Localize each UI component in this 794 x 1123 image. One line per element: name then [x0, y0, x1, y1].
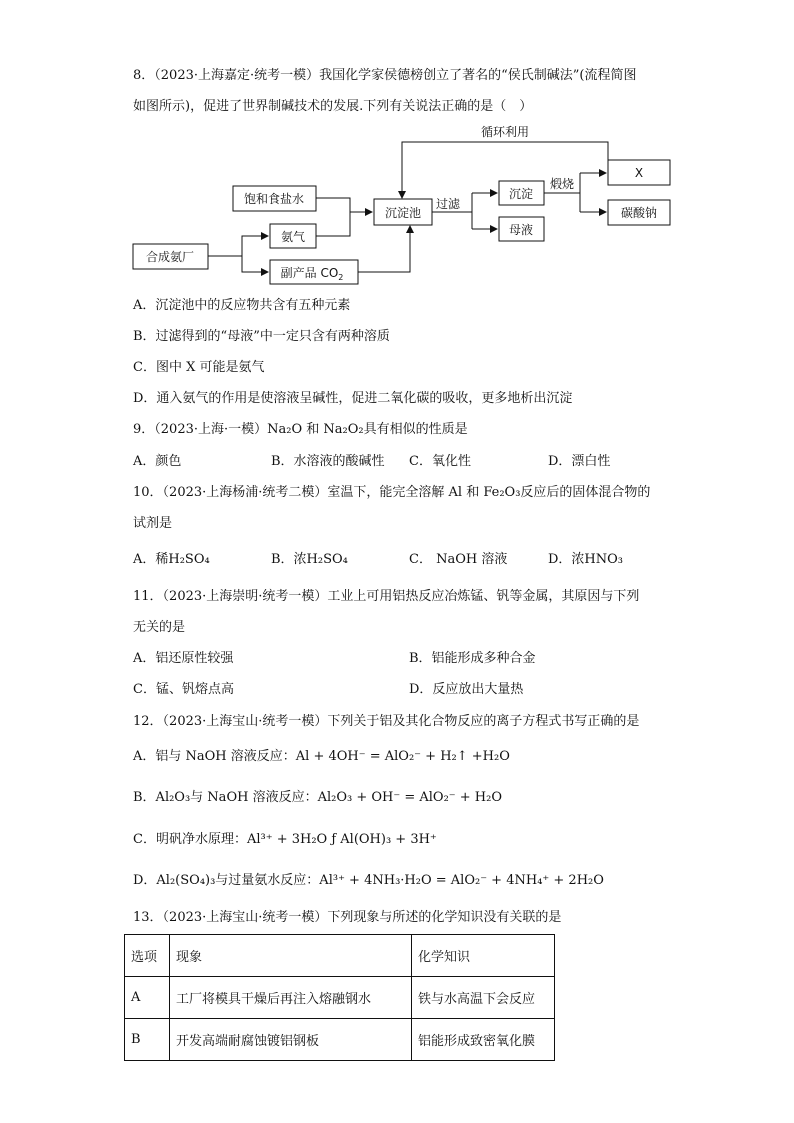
q12-stem: 12．（2023·上海宝山·统考一模）下列关于铝及其化合物反应的离子方程式书写正确的是	[133, 714, 640, 729]
table-cell: 开发高端耐腐蚀镀铝钢板	[170, 1019, 412, 1061]
calcine-label: 煅烧	[549, 177, 575, 191]
q11-option-d: D．反应放出大量热	[409, 682, 524, 697]
q10-stem-line1: 10．（2023·上海杨浦·统考二模）室温下，能完全溶解 Al 和 Fe₂O₃反应后的固体混合物的	[133, 485, 651, 500]
q13-table	[124, 934, 555, 1061]
q9-stem: 9．（2023·上海·一模）Na₂O 和 Na₂O₂具有相似的性质是	[133, 422, 468, 437]
table-header-cell: 选项	[125, 935, 170, 977]
q11-option-a: A．铝还原性较强	[133, 651, 234, 666]
q10-option-a: A．稀H₂SO₄	[133, 552, 210, 567]
table-cell: 铁与水高温下会反应	[412, 977, 555, 1019]
q10-option-d: D．浓HNO₃	[548, 552, 624, 567]
table-cell: A	[125, 977, 170, 1019]
q11-option-c: C．锰、钒熔点高	[133, 682, 234, 697]
q8-option-d: D．通入氨气的作用是使溶液呈碱性，促进二氧化碳的吸收，更多地析出沉淀	[133, 391, 573, 406]
q12-option-a: A．铝与 NaOH 溶液反应：Al + 4OH⁻ = AlO₂⁻ + H₂↑ +H₂O	[133, 749, 510, 764]
q8-stem-line1: 8．（2023·上海嘉定·统考一模）我国化学家侯德榜创立了著名的“侯氏制碱法”(流程简图	[133, 68, 637, 83]
q8-option-c: C．图中 X 可能是氨气	[133, 360, 265, 375]
plant-label: 合成氨厂	[145, 250, 195, 264]
q13-stem: 13．（2023·上海宝山·统考一模）下列现象与所述的化学知识没有关联的是	[133, 910, 562, 925]
mother-label: 母液	[508, 223, 534, 237]
q11-stem-line2: 无关的是	[133, 620, 186, 635]
q11-stem-line1: 11．（2023·上海崇明·统考一模）工业上可用铝热反应冶炼锰、钒等金属，其原因与下列	[133, 589, 640, 604]
brine-label: 饱和食盐水	[243, 192, 305, 206]
soda-label: 碳酸钠	[620, 206, 658, 220]
flow-diagram	[0, 0, 794, 300]
q9-option-c: C．氧化性	[409, 454, 471, 469]
precipitate-label: 沉淀	[508, 187, 534, 201]
table-header-cell: 现象	[170, 935, 412, 977]
table-row	[125, 977, 555, 1019]
q12-option-c: C．明矾净水原理：Al³⁺ + 3H₂O ƒ Al(OH)₃ + 3H⁺	[133, 832, 437, 847]
q12-option-b: B．Al₂O₃与 NaOH 溶液反应：Al₂O₃ + OH⁻ = AlO₂⁻ + H₂O	[133, 790, 503, 805]
q10-option-b: B．浓H₂SO₄	[271, 552, 348, 567]
table-cell: 铝能形成致密氧化膜	[412, 1019, 555, 1061]
table-header-row	[125, 935, 555, 977]
table-cell: B	[125, 1019, 170, 1061]
ammonia-arrow	[316, 212, 350, 236]
filter-label: 过滤	[435, 197, 461, 211]
q10-stem-line2: 试剂是	[133, 516, 173, 531]
table-row	[125, 1019, 555, 1061]
q9-option-b: B．水溶液的酸碱性	[271, 454, 385, 469]
q8-stem-line2: 如图所示)，促进了世界制碱技术的发展.下列有关说法正确的是（ ）	[133, 99, 533, 114]
tank-label: 沉淀池	[384, 206, 422, 220]
ammonia-label: 氨气	[280, 230, 306, 244]
co2-arrow	[358, 226, 410, 272]
q10-option-c: C． NaOH 溶液	[409, 552, 508, 567]
plant-to-ammonia-arrow	[208, 236, 268, 256]
table-cell: 工厂将模具干燥后再注入熔融钢水	[170, 977, 412, 1019]
x-label: X	[634, 166, 644, 180]
table-header-cell: 化学知识	[412, 935, 555, 977]
brine-arrow	[316, 198, 372, 212]
q12-option-d: D．Al₂(SO₄)₃与过量氨水反应：Al³⁺ + 4NH₃·H₂O = AlO₂⁻ + 4NH₄⁺ + 2H₂O	[133, 873, 604, 888]
recycle-label: 循环利用	[480, 125, 530, 139]
q8-option-b: B．过滤得到的“母液”中一定只含有两种溶质	[133, 329, 390, 344]
q11-option-b: B．铝能形成多种合金	[409, 651, 536, 666]
plant-to-co2-arrow	[242, 256, 268, 272]
q9-option-d: D．漂白性	[548, 454, 611, 469]
co2-label: 副产品 $CO_2$	[280, 266, 344, 282]
q8-option-a: A．沉淀池中的反应物共含有五种元素	[133, 298, 351, 313]
q9-option-a: A．颜色	[133, 454, 182, 469]
